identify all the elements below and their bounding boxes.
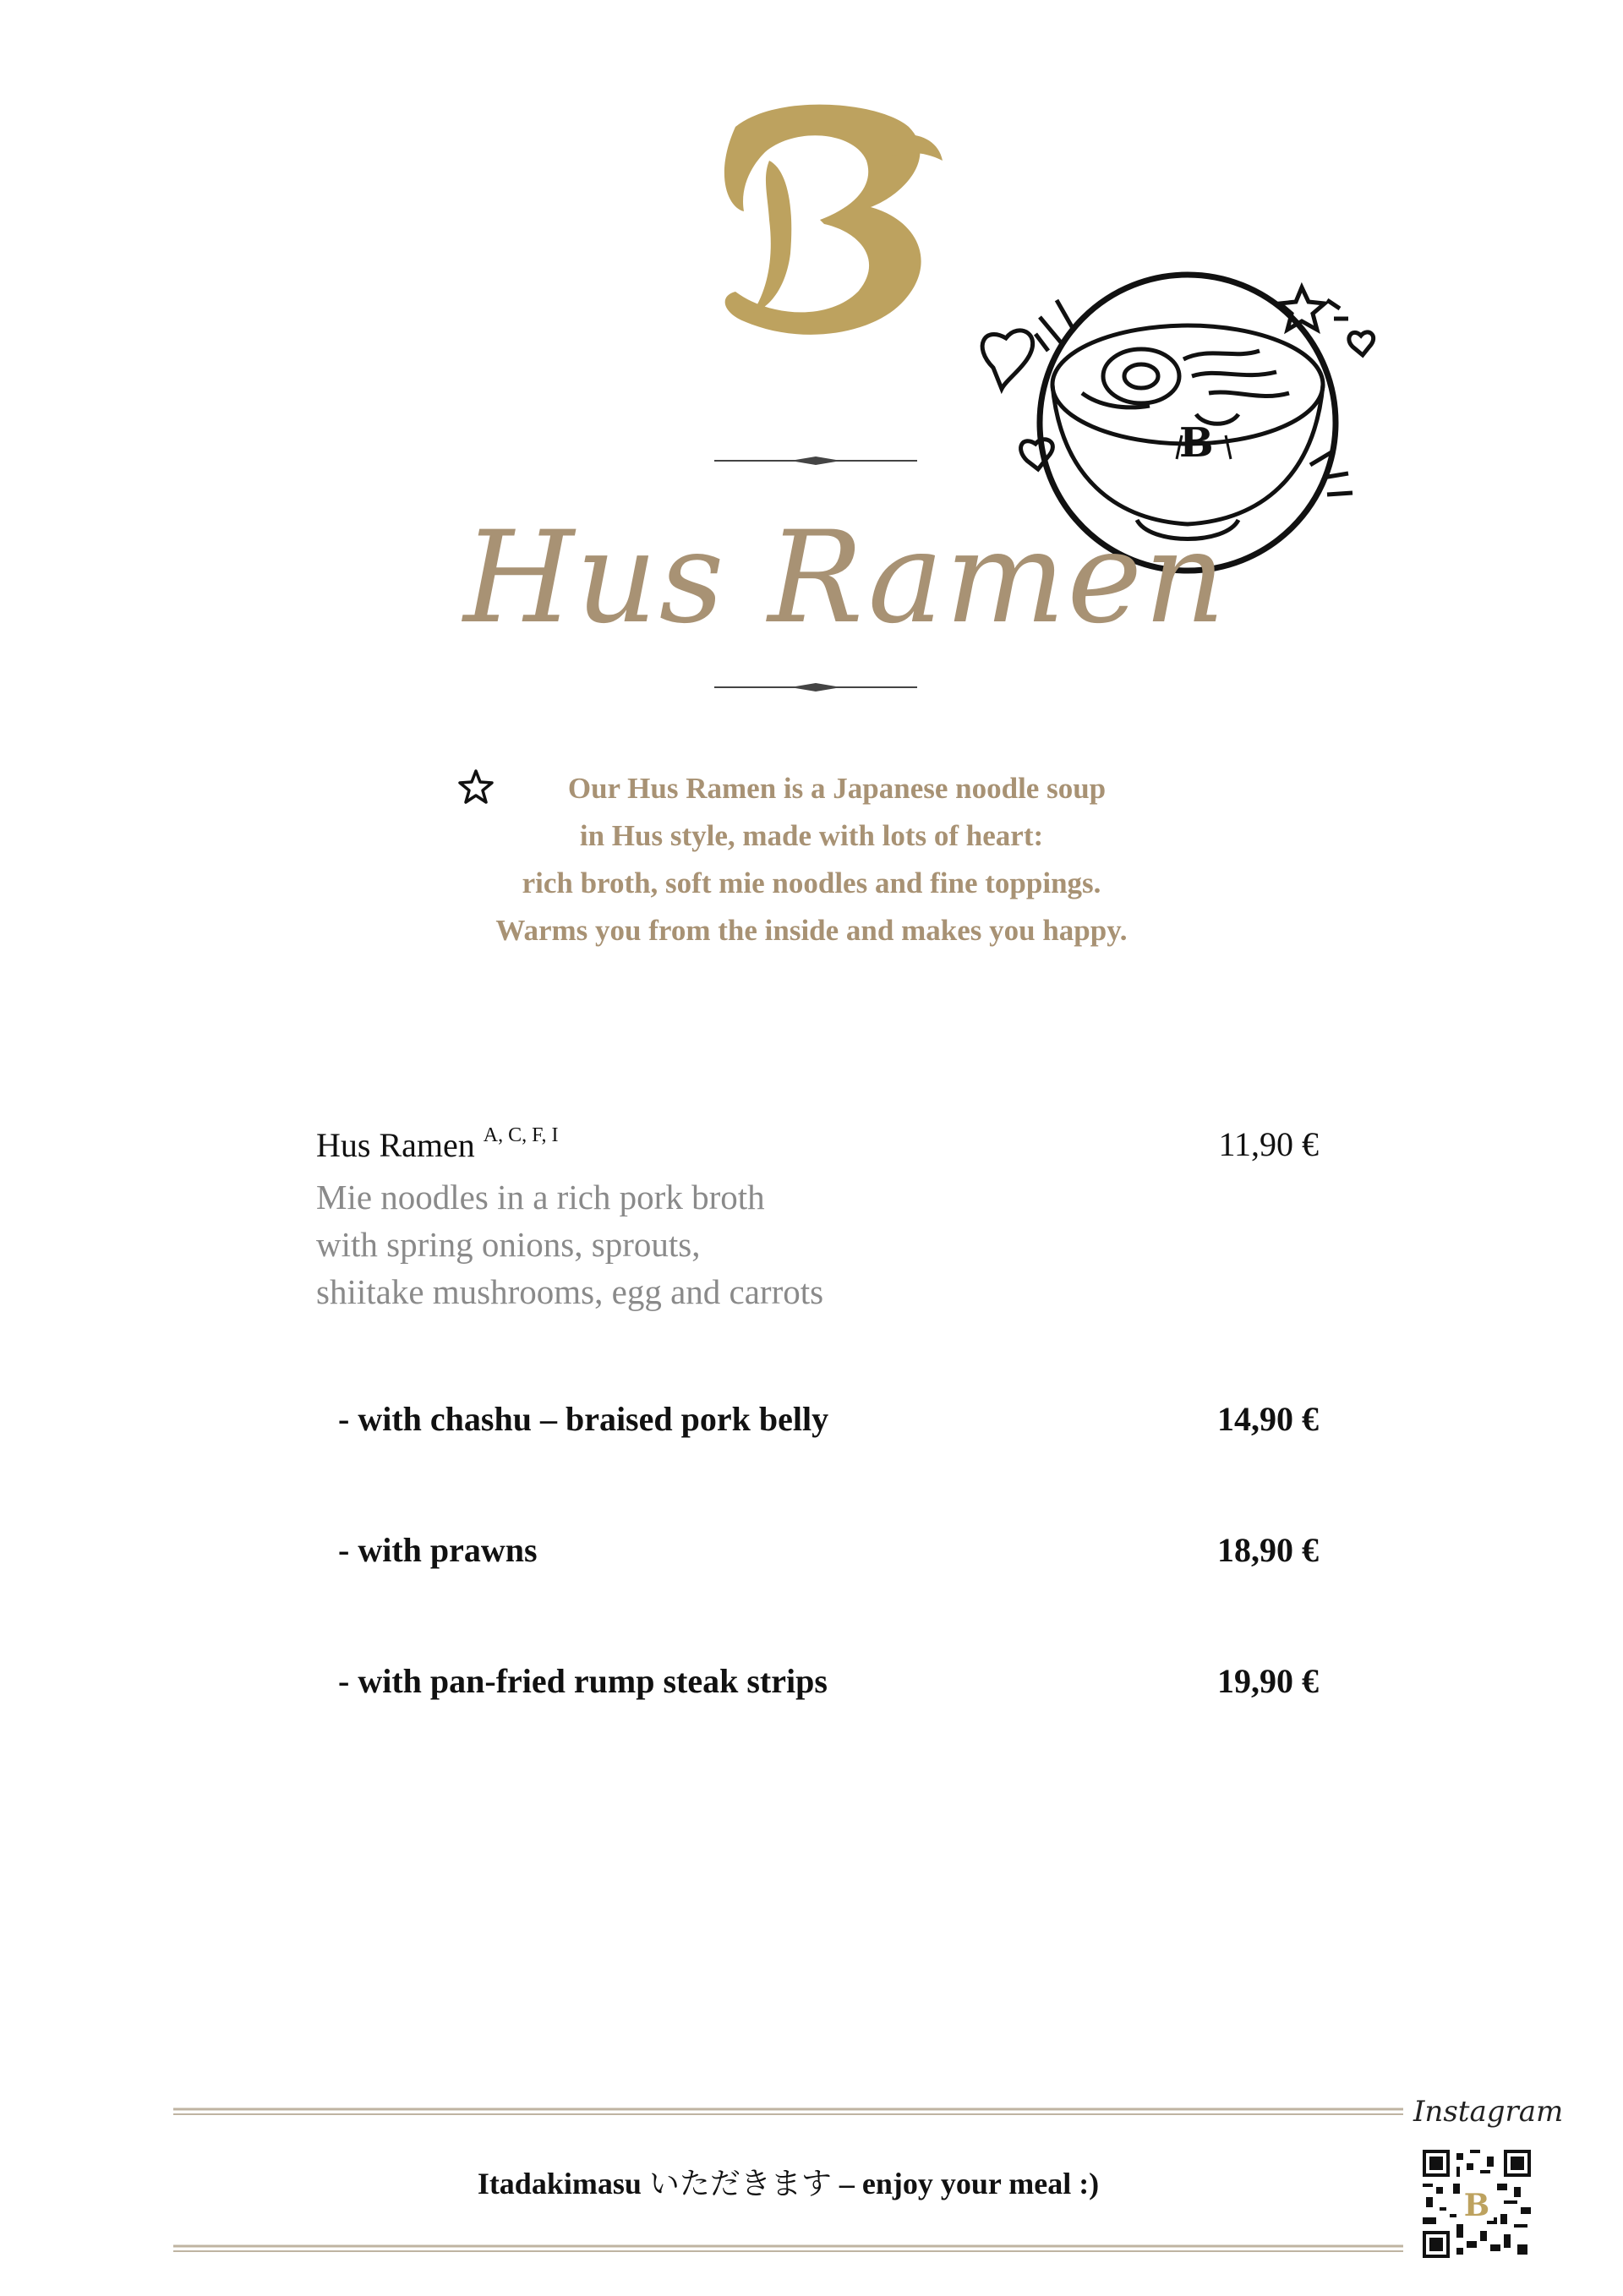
intro-line: in Hus style, made with lots of heart: bbox=[579, 819, 1044, 852]
description-line: with spring onions, sprouts, bbox=[316, 1225, 701, 1264]
page-title bbox=[463, 473, 1227, 693]
description-line: Mie noodles in a rich pork broth bbox=[316, 1178, 765, 1216]
footer-text-after: – enjoy your meal :) bbox=[839, 2167, 1100, 2200]
description-line: shiitake mushrooms, egg and carrots bbox=[316, 1272, 824, 1311]
instagram-label: Instagram bbox=[1413, 2095, 1564, 2129]
menu-variant-prawns: - with prawns bbox=[338, 1531, 538, 1569]
footer-text-japanese: いただきます bbox=[648, 2167, 832, 2201]
footer-divider-bottom bbox=[173, 2242, 1403, 2250]
intro-text bbox=[389, 765, 1234, 954]
qr-code-icon[interactable] bbox=[1423, 2150, 1531, 2258]
svg-text:B: B bbox=[1463, 2188, 1490, 2223]
menu-item-name: Hus Ramen bbox=[316, 1126, 475, 1164]
intro-line: Our Hus Ramen is a Japanese noodle soup bbox=[567, 772, 1107, 805]
menu-variant-price: 18,90 € bbox=[1217, 1531, 1319, 1569]
menu-item-price: 11,90 € bbox=[1218, 1125, 1319, 1163]
intro-line: Warms you from the inside and makes you happy. bbox=[495, 914, 1128, 947]
menu-variant-steak: - with pan-fried rump steak strips bbox=[338, 1662, 828, 1700]
menu-item-hus-ramen bbox=[316, 1124, 1161, 1165]
menu-item-description bbox=[316, 1173, 1077, 1315]
b-logo-icon bbox=[685, 93, 955, 347]
footer-text-before: Itadakimasu bbox=[477, 2167, 642, 2200]
svg-text:Hus Ramen: Hus Ramen bbox=[463, 505, 1227, 652]
title-ornament-bottom bbox=[714, 681, 917, 693]
svg-text:B: B bbox=[1179, 419, 1214, 467]
footer-message bbox=[173, 2160, 1403, 2203]
menu-variant-price: 14,90 € bbox=[1217, 1400, 1319, 1438]
allergen-codes: A, C, F, I bbox=[483, 1124, 559, 1146]
menu-variant-chashu: - with chashu – braised pork belly bbox=[338, 1400, 829, 1438]
brand-logo bbox=[685, 93, 955, 347]
intro-line: rich broth, soft mie noodles and fine toppings. bbox=[522, 866, 1101, 899]
footer-divider-top bbox=[173, 2105, 1403, 2113]
title-ornament-top bbox=[714, 455, 917, 467]
menu-variant-price: 19,90 € bbox=[1217, 1662, 1319, 1700]
